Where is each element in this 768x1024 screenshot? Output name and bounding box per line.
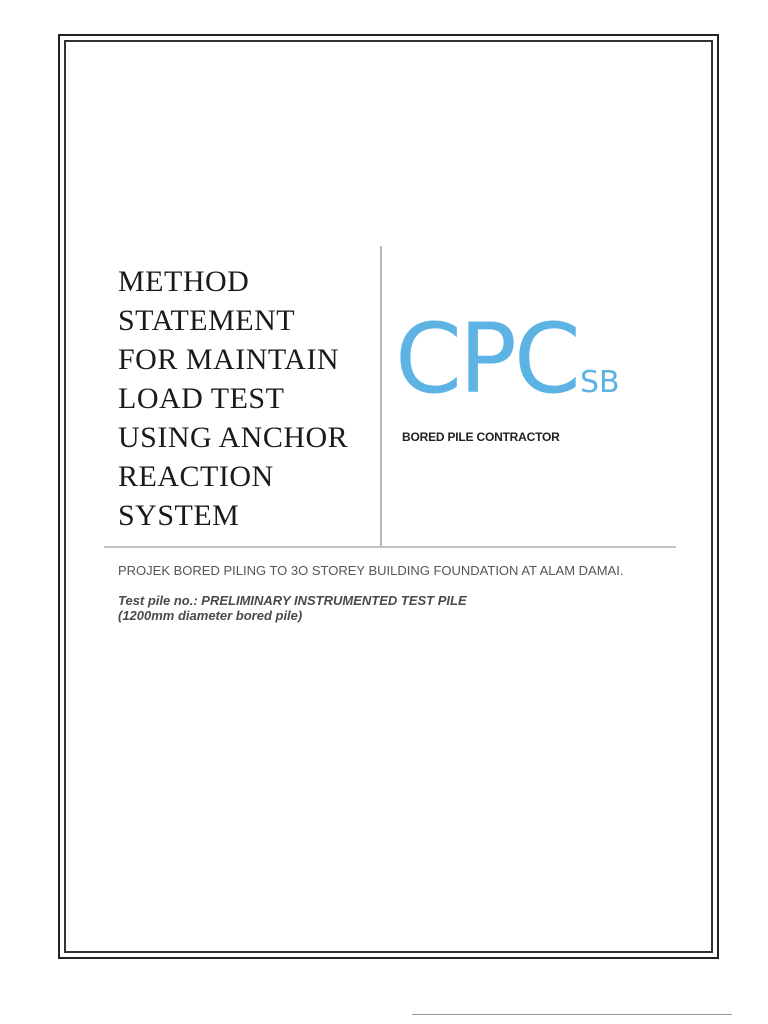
project-name: PROJEK BORED PILING TO 3O STOREY BUILDING FOUNDATION AT ALAM DAMAI.	[118, 563, 624, 578]
company-tagline: BORED PILE CONTRACTOR	[402, 430, 560, 444]
title-line: METHOD	[118, 265, 250, 298]
test-pile-line: Test pile no.: PRELIMINARY INSTRUMENTED TEST PILE	[118, 593, 467, 608]
title-line: REACTION	[118, 460, 274, 493]
horizontal-divider	[104, 546, 676, 548]
title-line: SYSTEM	[118, 499, 240, 532]
scan-edge-line	[412, 1014, 732, 1015]
title-line: USING ANCHOR	[118, 421, 349, 454]
vertical-divider	[380, 246, 382, 546]
test-pile-diameter: (1200mm diameter bored pile)	[118, 608, 303, 623]
title-line: FOR MAINTAIN	[118, 343, 340, 376]
company-logo	[395, 304, 620, 414]
logo-main-text: CPC	[395, 303, 578, 415]
title-line: STATEMENT	[118, 304, 296, 337]
document-title	[118, 262, 376, 535]
test-pile-info	[118, 593, 467, 623]
logo-sub-text: SB	[579, 365, 620, 400]
title-line: LOAD TEST	[118, 382, 285, 415]
